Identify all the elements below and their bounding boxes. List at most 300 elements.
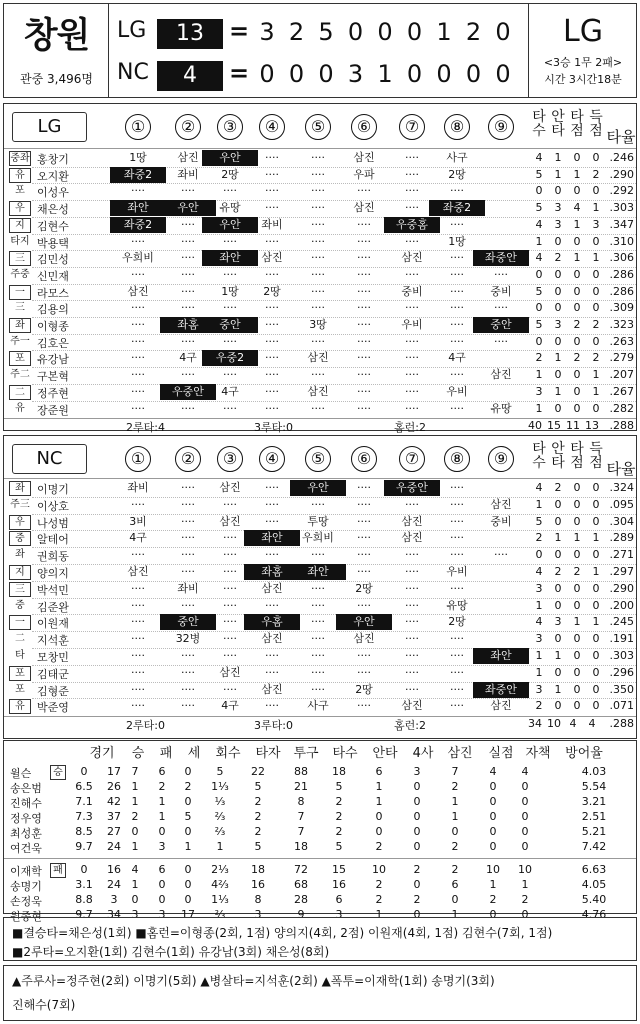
- team-total-stat: 34: [528, 717, 542, 731]
- batter-stat: 2: [573, 565, 581, 578]
- inning-header: ④: [259, 114, 285, 140]
- batter-stat: 4: [535, 481, 543, 494]
- batter-stat: 0: [554, 234, 562, 248]
- batter-avg: .282: [609, 401, 634, 415]
- scoreboard-header: [3, 3, 637, 98]
- batter-position: 유: [9, 168, 31, 183]
- pitcher-stat: 1: [131, 795, 139, 808]
- at-bat-result: ····: [131, 497, 145, 511]
- pitcher-stat: 0: [184, 893, 192, 906]
- at-bat-result: ····: [181, 217, 195, 231]
- batter-row: [4, 648, 636, 665]
- batter-stat: 0: [573, 632, 581, 646]
- pitcher-stat: 0: [489, 840, 497, 853]
- pitcher-row: [4, 765, 636, 780]
- pitching-header: 타수: [332, 746, 358, 761]
- batter-stat: 0: [554, 665, 562, 679]
- at-bat-result: ····: [181, 267, 195, 281]
- stadium-name: 창원: [23, 16, 90, 56]
- batter-stat: 0: [573, 301, 581, 315]
- batter-stat: 1: [592, 251, 600, 265]
- at-bat-result: ····: [181, 184, 195, 198]
- batter-avg: .324: [609, 481, 634, 494]
- batter-name: 박용택: [37, 236, 69, 250]
- inning-runs: 1: [436, 18, 452, 46]
- at-bat-result: ····: [131, 649, 145, 662]
- at-bat-result: ····: [405, 184, 419, 198]
- batter-stat: 3: [592, 217, 600, 231]
- pitcher-decision: 패: [50, 863, 66, 878]
- batter-stat: 2: [592, 351, 600, 365]
- pitcher-name: 이재학: [10, 865, 42, 878]
- at-bat-result: 4구: [221, 384, 239, 398]
- at-bat-result: ····: [405, 565, 419, 578]
- batter-row: [4, 497, 636, 514]
- pitcher-stat: 0: [375, 810, 383, 823]
- at-bat-result: 삼진: [219, 665, 241, 679]
- at-bat-result: ····: [357, 649, 371, 662]
- batter-stat: 1: [554, 384, 562, 398]
- batter-name: 김준완: [37, 600, 69, 614]
- batter-avg: .347: [609, 217, 634, 231]
- batter-stat: 1: [573, 531, 581, 545]
- pitcher-stat: 0: [489, 810, 497, 823]
- batter-stat: 0: [592, 514, 600, 528]
- pitcher-stat: 15: [332, 863, 346, 876]
- batter-position: 좌: [15, 549, 25, 561]
- pitcher-stat: 2: [413, 863, 421, 876]
- pitcher-stat: 4.03: [581, 765, 607, 778]
- batter-stat: 0: [573, 368, 581, 382]
- at-bat-result: ····: [357, 251, 371, 265]
- at-bat-result: 좌안: [473, 648, 529, 664]
- at-bat-result: [473, 665, 529, 681]
- inning-runs: 0: [436, 60, 452, 88]
- pitcher-stat: 1: [375, 908, 383, 921]
- batter-stat: 3: [554, 318, 562, 331]
- batter-position: 주二: [10, 369, 30, 381]
- batter-stat: 2: [592, 167, 600, 181]
- at-bat-result: ····: [131, 548, 145, 562]
- batter-row: [4, 698, 636, 715]
- inning-runs: 0: [465, 60, 482, 88]
- at-bat-result: 중안: [160, 614, 216, 630]
- at-bat-result: 2땅: [355, 682, 373, 696]
- batter-name: 김호은: [37, 336, 69, 350]
- at-bat-result: 우파: [353, 167, 375, 181]
- batter-avg: .290: [609, 167, 634, 181]
- game-time: 시간 3시간18분: [544, 73, 622, 86]
- at-bat-result: 삼진: [307, 384, 329, 398]
- batter-stat: 0: [554, 632, 562, 646]
- at-bat-result: ····: [405, 649, 419, 662]
- pitcher-stat: 0: [413, 780, 421, 793]
- stat-header-top: 타: [532, 441, 546, 457]
- team-total-stat: 11: [566, 419, 580, 433]
- at-bat-result: ····: [181, 699, 195, 713]
- at-bat-result: ····: [311, 548, 325, 562]
- batter-stat: 0: [573, 598, 581, 612]
- pitcher-stat: 1: [451, 810, 459, 823]
- at-bat-result: ····: [131, 401, 145, 415]
- at-bat-result: ····: [357, 334, 371, 348]
- pitching-header: 회수: [215, 746, 241, 761]
- nc-batting-box: [3, 435, 637, 739]
- pitcher-stat: ⅓: [214, 795, 226, 808]
- at-bat-result: ····: [265, 167, 279, 181]
- at-bat-result: ····: [311, 217, 325, 231]
- notes-line-3: ▲주루사=정주현(2회) 이명기(5회) ▲병살타=지석훈(2회) ▲폭투=이재학(1회) 송명기(3회): [12, 974, 495, 988]
- stat-header-1: [549, 442, 567, 470]
- at-bat-result: 삼진: [261, 632, 283, 646]
- batter-name: 구본혁: [37, 370, 69, 384]
- batter-stat: 0: [592, 665, 600, 679]
- batter-position: 포: [15, 185, 25, 197]
- at-bat-result: [473, 234, 529, 250]
- batting-footer: [4, 419, 636, 435]
- at-bat-result: ····: [311, 151, 325, 164]
- at-bat-result: ····: [131, 301, 145, 315]
- at-bat-result: 투땅: [307, 514, 329, 528]
- pitcher-row: [4, 878, 636, 893]
- pitcher-stat: 0: [489, 908, 497, 921]
- pitcher-stat: 16: [107, 863, 121, 876]
- pitcher-name: 최성훈: [10, 827, 42, 840]
- at-bat-result: ····: [405, 351, 419, 365]
- pitcher-stat: 0: [521, 795, 529, 808]
- batter-stat: 1: [573, 167, 581, 181]
- pitcher-stat: 0: [521, 825, 529, 838]
- at-bat-result: ····: [311, 301, 325, 315]
- team-total-stat: 4: [569, 717, 577, 731]
- pitcher-stat: 0: [413, 810, 421, 823]
- at-bat-result: ····: [357, 217, 371, 231]
- at-bat-result: ····: [450, 497, 464, 511]
- at-bat-result: 2땅: [448, 615, 466, 629]
- pitcher-stat: 9.7: [75, 840, 93, 853]
- batter-name: 권희동: [37, 550, 69, 564]
- pitcher-stat: 0: [131, 825, 139, 838]
- batter-position: 二: [9, 385, 31, 400]
- pitcher-stat: 2: [451, 863, 459, 876]
- batter-avg: .271: [609, 548, 634, 562]
- at-bat-result: 좌비: [127, 481, 149, 494]
- stat-header-bottom: 수: [532, 455, 546, 471]
- at-bat-result: ····: [450, 184, 464, 198]
- pitching-header: 타자: [255, 746, 281, 761]
- at-bat-result: ····: [131, 384, 145, 398]
- at-bat-result: ····: [450, 251, 464, 265]
- at-bat-result: ····: [405, 301, 419, 315]
- at-bat-result: ····: [311, 368, 325, 382]
- pitcher-stat: 8: [254, 893, 262, 906]
- at-bat-result: ····: [265, 514, 279, 528]
- at-bat-result: 좌비: [177, 167, 199, 181]
- at-bat-result: ····: [265, 649, 279, 662]
- pitcher-stat: 2: [451, 780, 459, 793]
- batter-stat: 0: [573, 699, 581, 713]
- at-bat-result: 1땅: [448, 234, 466, 248]
- pitcher-stat: 2: [335, 810, 343, 823]
- pitcher-stat: 6.5: [75, 780, 93, 793]
- at-bat-result: ····: [311, 167, 325, 181]
- batter-stat: 1: [592, 615, 600, 629]
- at-bat-result: ····: [265, 267, 279, 281]
- triples-total: 3루타:0: [254, 719, 293, 733]
- batter-row: [4, 564, 636, 581]
- batter-stat: 1: [535, 497, 543, 511]
- at-bat-result: 4구: [179, 351, 197, 365]
- homeruns-total: 홈런:2: [394, 421, 426, 435]
- stat-header-top: 타: [570, 441, 584, 457]
- pitcher-name: 여건욱: [10, 842, 42, 855]
- batter-stat: 0: [573, 334, 581, 348]
- team-avg: .288: [609, 717, 634, 731]
- batter-stat: 1: [554, 351, 562, 365]
- batter-stat: 0: [573, 184, 581, 198]
- at-bat-result: ····: [131, 334, 145, 348]
- at-bat-result: 우안: [160, 200, 216, 216]
- batter-avg: .304: [609, 514, 634, 528]
- batter-name: 오지환: [37, 169, 69, 183]
- at-bat-result: ····: [450, 481, 464, 494]
- stat-header-bottom: 점: [589, 455, 603, 471]
- at-bat-result: ····: [450, 548, 464, 562]
- pitcher-stat: 2: [184, 780, 192, 793]
- at-bat-result: ····: [181, 548, 195, 562]
- batter-stat: 0: [554, 598, 562, 612]
- batter-stat: 4: [535, 151, 543, 164]
- at-bat-result: [473, 384, 529, 400]
- batter-stat: 1: [592, 368, 600, 382]
- at-bat-result: 우중안: [160, 384, 216, 400]
- notes-line-4: 진해수(7회): [12, 998, 76, 1012]
- batter-position: 타지: [10, 235, 30, 247]
- batter-stat: 0: [554, 334, 562, 348]
- at-bat-result: ····: [265, 234, 279, 248]
- batter-position: 포: [9, 351, 31, 366]
- batter-stat: 1: [535, 401, 543, 415]
- pitcher-stat: 2: [413, 893, 421, 906]
- batter-stat: 3: [554, 201, 562, 215]
- at-bat-result: 우안: [290, 480, 346, 496]
- pitcher-stat: 22: [251, 765, 265, 778]
- at-bat-result: [473, 614, 529, 630]
- at-bat-result: ····: [181, 531, 195, 545]
- batter-stat: 0: [592, 301, 600, 315]
- pitcher-stat: 0: [413, 795, 421, 808]
- batter-row: [4, 234, 636, 251]
- stat-header-bottom: 점: [570, 455, 584, 471]
- batter-position: 중: [15, 599, 25, 611]
- inning-header: ②: [175, 446, 201, 472]
- at-bat-result: ····: [357, 481, 371, 494]
- batter-stat: 0: [592, 481, 600, 494]
- pitcher-stat: 10: [518, 863, 532, 876]
- team-code: NC: [117, 60, 149, 85]
- pitcher-stat: 2⅓: [211, 863, 229, 876]
- pitcher-stat: 4.76: [581, 908, 607, 921]
- pitcher-stat: 18: [251, 863, 265, 876]
- batter-avg: .267: [609, 384, 634, 398]
- pitcher-stat: 6: [451, 878, 459, 891]
- at-bat-result: ····: [265, 665, 279, 679]
- batter-stat: 1: [535, 649, 543, 662]
- batter-stat: 0: [554, 514, 562, 528]
- batter-stat: 4: [573, 201, 581, 215]
- pitcher-stat: 0: [375, 825, 383, 838]
- at-bat-result: 좌안: [244, 530, 300, 546]
- inning-runs: 0: [259, 60, 275, 88]
- pitcher-stat: 3: [335, 908, 343, 921]
- pitcher-stat: 1: [184, 840, 192, 853]
- pitcher-row: [4, 863, 636, 878]
- at-bat-result: [473, 350, 529, 366]
- pitcher-stat: 28: [294, 893, 308, 906]
- batter-avg: .290: [609, 581, 634, 595]
- inning-runs: 0: [377, 18, 393, 46]
- at-bat-result: ····: [131, 184, 145, 198]
- team-total-runs: 13: [157, 19, 223, 49]
- stat-header-bottom: 점: [589, 123, 603, 139]
- linescore-row-nc: [109, 58, 529, 96]
- pitcher-stat: 3: [413, 765, 421, 778]
- batter-row: [4, 530, 636, 547]
- winner-team: LG: [563, 14, 603, 49]
- batter-stat: 5: [535, 167, 543, 181]
- pitcher-stat: 0: [158, 825, 166, 838]
- batter-stat: 5: [535, 514, 543, 528]
- inning-runs: 5: [318, 18, 334, 46]
- doubles-total: 2루타:4: [126, 421, 165, 435]
- stat-header-0: [530, 110, 548, 138]
- at-bat-result: ····: [405, 682, 419, 696]
- at-bat-result: ····: [450, 581, 464, 595]
- batter-stat: 4: [535, 217, 543, 231]
- batter-stat: 5: [535, 284, 543, 298]
- batter-name: 나성범: [37, 516, 69, 530]
- pitching-divider: [4, 858, 636, 859]
- batter-row: [4, 547, 636, 564]
- team-total-stat: 10: [547, 717, 561, 731]
- batter-stat: 0: [573, 481, 581, 494]
- at-bat-result: ····: [223, 531, 237, 545]
- pitcher-stat: 2: [521, 893, 529, 906]
- batter-name: 모창민: [37, 651, 69, 664]
- pitcher-stat: 7.42: [581, 840, 607, 853]
- batter-name: 채은성: [37, 203, 69, 217]
- batter-avg: .306: [609, 251, 634, 265]
- at-bat-result: ····: [357, 665, 371, 679]
- inning-runs: 3: [347, 60, 364, 88]
- at-bat-result: 삼진: [261, 251, 283, 265]
- inning-header: ③: [217, 446, 243, 472]
- at-bat-result: 삼진: [490, 699, 512, 713]
- batter-avg: .191: [609, 632, 634, 646]
- pitcher-name: 송명기: [10, 880, 42, 893]
- pitcher-row: [4, 825, 636, 840]
- at-bat-result: ····: [450, 514, 464, 528]
- at-bat-result: 4구: [221, 699, 239, 713]
- batter-row: [4, 150, 636, 167]
- at-bat-result: 사구: [307, 699, 329, 713]
- at-bat-result: ····: [494, 334, 508, 348]
- batter-stat: 0: [573, 514, 581, 528]
- inning-header: ②: [175, 114, 201, 140]
- pitcher-name: 손정욱: [10, 895, 42, 908]
- batter-avg: .323: [609, 318, 634, 331]
- at-bat-result: ····: [223, 565, 237, 578]
- at-bat-result: 좌중2: [429, 200, 485, 216]
- at-bat-result: ····: [311, 334, 325, 348]
- at-bat-result: ····: [405, 401, 419, 415]
- pitcher-stat: 0: [184, 825, 192, 838]
- batter-stat: 1: [592, 565, 600, 578]
- pitching-header: 세: [187, 746, 201, 761]
- at-bat-result: ····: [450, 665, 464, 679]
- at-bat-result: 2땅: [448, 167, 466, 181]
- inning-runs: 3: [259, 18, 275, 46]
- at-bat-result: ····: [494, 548, 508, 562]
- at-bat-result: [473, 150, 529, 166]
- batter-avg: .350: [609, 682, 634, 696]
- at-bat-result: ····: [181, 334, 195, 348]
- pitcher-stat: 72: [294, 863, 308, 876]
- at-bat-result: 삼진: [353, 632, 375, 646]
- pitcher-stat: 1: [451, 908, 459, 921]
- at-bat-result: 삼진: [219, 481, 241, 494]
- batter-stat: 4: [535, 615, 543, 629]
- header-divider: [4, 478, 636, 479]
- batter-avg: .071: [609, 699, 634, 713]
- pitcher-stat: 1: [521, 878, 529, 891]
- pitching-box: [3, 740, 637, 923]
- at-bat-result: 우비: [446, 565, 468, 578]
- at-bat-result: ····: [223, 368, 237, 382]
- at-bat-result: ····: [181, 497, 195, 511]
- pitching-header: 경기: [89, 746, 115, 761]
- pitcher-stat: 5: [216, 765, 224, 778]
- equals-sign: =: [229, 59, 250, 87]
- notes-line-1: ■결승타=채은성(1회) ■홈런=이형종(2회, 1점) 양의지(4회, 2점) 이원재(4회, 1점) 김현수(7회, 1점): [12, 926, 553, 940]
- at-bat-result: 유땅: [219, 201, 241, 215]
- batter-stat: 3: [535, 682, 543, 696]
- at-bat-result: ····: [181, 251, 195, 265]
- batter-name: 지석훈: [37, 634, 69, 648]
- at-bat-result: ····: [223, 401, 237, 415]
- at-bat-result: ····: [357, 699, 371, 713]
- batter-row: [4, 267, 636, 284]
- pitcher-stat: 6: [375, 765, 383, 778]
- pitcher-stat: 0: [521, 908, 529, 921]
- pitcher-stat: 1: [375, 780, 383, 793]
- batter-stat: 0: [573, 665, 581, 679]
- inning-runs: 2: [288, 18, 305, 46]
- at-bat-result: ····: [265, 201, 279, 215]
- at-bat-result: ····: [131, 632, 145, 646]
- batter-position: 지: [9, 218, 31, 233]
- pitcher-stat: 7: [297, 825, 305, 838]
- triples-total: 3루타:0: [254, 421, 293, 435]
- pitcher-stat: 0: [158, 878, 166, 891]
- pitcher-stat: 5: [335, 780, 343, 793]
- pitcher-stat: 7: [451, 765, 459, 778]
- team-total-stat: 13: [585, 419, 599, 433]
- pitcher-name: 원종현: [10, 910, 42, 923]
- at-bat-result: ····: [311, 615, 325, 629]
- at-bat-result: ····: [311, 267, 325, 281]
- batter-stat: 0: [535, 334, 543, 348]
